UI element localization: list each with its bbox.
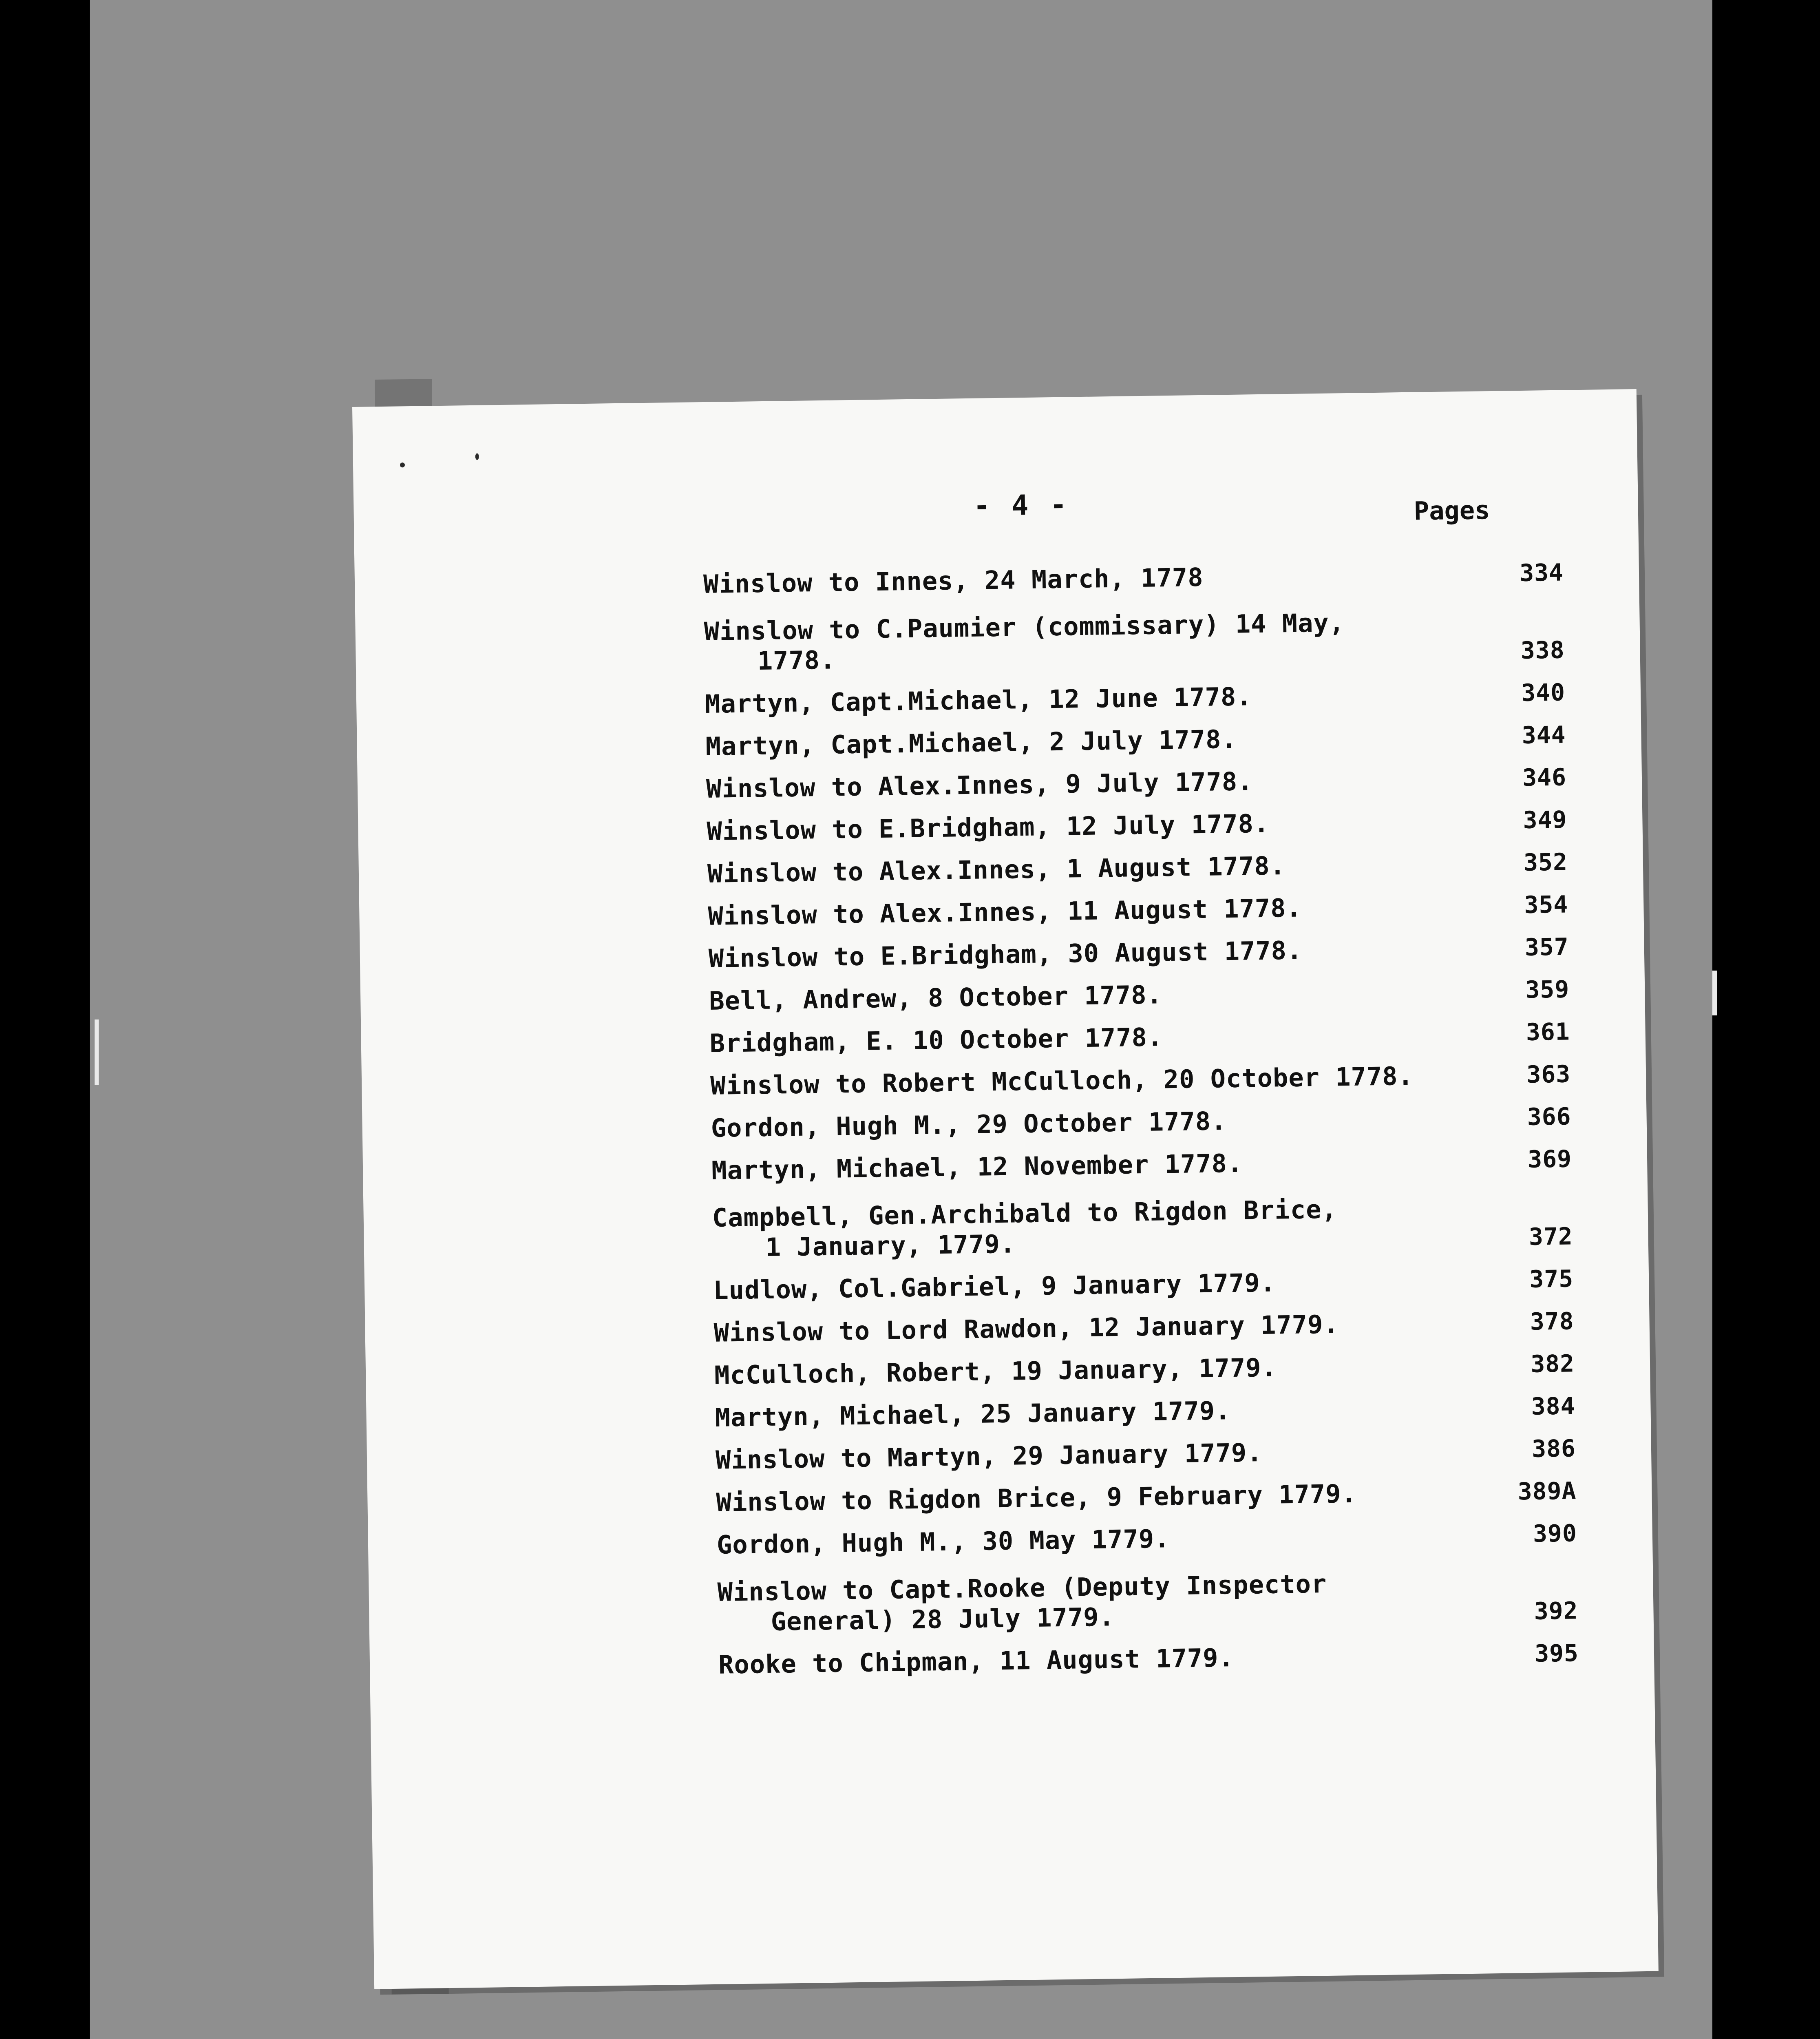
index-entry [716, 1432, 1633, 1475]
entry-title-continuation: 1 January, 1779. [765, 1229, 1016, 1263]
entry-page-number: 375 [1529, 1265, 1574, 1293]
entry-page-number: 395 [1534, 1639, 1579, 1667]
entry-page-number: 346 [1522, 763, 1567, 792]
entry-page-number: 389A [1517, 1477, 1577, 1506]
entry-title: Bridgham, E. 10 October 1778. [709, 1022, 1163, 1058]
entry-page-number: 382 [1530, 1349, 1575, 1378]
index-entry [713, 1263, 1631, 1305]
entry-title: Winslow to E.Bridgham, 30 August 1778. [708, 935, 1303, 973]
index-entry [714, 1347, 1632, 1390]
entry-page-number: 354 [1524, 890, 1568, 919]
index-entry [710, 1058, 1628, 1101]
entry-page-number: 390 [1533, 1519, 1577, 1548]
entry-title: Martyn, Capt.Michael, 2 July 1778. [705, 724, 1237, 761]
index-entry [711, 1143, 1629, 1185]
entry-title-continuation: 1778. [757, 645, 836, 676]
entry-title: Ludlow, Col.Gabriel, 9 January 1779. [713, 1267, 1276, 1305]
entry-page-number: 378 [1530, 1307, 1575, 1336]
index-entry [706, 761, 1624, 804]
index-entry [705, 677, 1623, 719]
entry-page-number: 384 [1531, 1392, 1575, 1420]
entry-title: Campbell, Gen.Archibald to Rigdon Brice, [712, 1194, 1338, 1233]
page-number: - 4 - [973, 489, 1069, 522]
index-entry [705, 719, 1623, 762]
entry-page-number: 372 [1528, 1222, 1573, 1251]
entry-page-number: 357 [1524, 933, 1569, 961]
index-entry [708, 889, 1626, 931]
index-entry [713, 1305, 1631, 1348]
index-entry [709, 1015, 1627, 1058]
entry-page-number: 386 [1531, 1434, 1576, 1463]
entry-title: Martyn, Michael, 25 January 1779. [715, 1395, 1231, 1433]
entry-title: Rooke to Chipman, 11 August 1779. [718, 1643, 1235, 1680]
entry-title: Gordon, Hugh M., 30 May 1779. [716, 1524, 1170, 1560]
index-entry [716, 1475, 1634, 1517]
film-mark-left [95, 1020, 99, 1085]
entry-title: Martyn, Michael, 12 November 1778. [711, 1148, 1243, 1185]
entry-page-number: 352 [1523, 848, 1568, 876]
entry-title: Winslow to C.Paumier (commissary) 14 May, [704, 608, 1345, 647]
entry-page-number: 369 [1527, 1145, 1572, 1173]
entry-title: Winslow to E.Bridgham, 12 July 1778. [707, 808, 1270, 846]
index-entry [718, 1637, 1636, 1680]
entry-page-number: 338 [1520, 636, 1565, 665]
entry-page-number: 359 [1525, 975, 1570, 1004]
index-entry [717, 1564, 1635, 1637]
document-sheet [352, 389, 1659, 1989]
index-entry [709, 973, 1627, 1016]
index-entry [717, 1517, 1634, 1560]
index-entry [715, 1390, 1632, 1433]
entry-title: Winslow to Capt.Rooke (Deputy Inspector [717, 1568, 1327, 1607]
entry-page-number: 366 [1527, 1102, 1572, 1131]
entry-page-number: 349 [1523, 805, 1567, 834]
entry-title: Winslow to Innes, 24 March, 1778 [703, 562, 1204, 599]
dust-speck [475, 453, 479, 460]
entry-title: Winslow to Robert McCulloch, 20 October 1778. [710, 1061, 1414, 1101]
entry-title: Winslow to Alex.Innes, 1 August 1778. [707, 851, 1286, 889]
index-entry [712, 1190, 1630, 1263]
entry-title: Winslow to Rigdon Brice, 9 February 1779. [716, 1478, 1357, 1517]
entry-title-continuation: General) 28 July 1779. [771, 1602, 1115, 1637]
entry-title: Gordon, Hugh M., 29 October 1778. [711, 1106, 1227, 1143]
index-entry [707, 804, 1624, 847]
entry-page-number: 344 [1522, 721, 1566, 750]
entry-title: McCulloch, Robert, 19 January, 1779. [714, 1352, 1277, 1390]
entry-page-number: 340 [1521, 678, 1566, 707]
entry-title: Winslow to Martyn, 29 January 1779. [715, 1437, 1263, 1475]
index-entry [704, 604, 1622, 677]
entry-page-number: 392 [1534, 1597, 1578, 1625]
entry-page-number: 334 [1519, 558, 1564, 587]
film-mark-right [1712, 971, 1717, 1015]
dust-speck [400, 462, 405, 467]
entry-title: Winslow to Lord Rawdon, 12 January 1779. [713, 1309, 1339, 1348]
index-entry [703, 557, 1621, 599]
entry-title: Winslow to Alex.Innes, 9 July 1778. [706, 766, 1253, 804]
entry-title: Winslow to Alex.Innes, 11 August 1778. [708, 893, 1302, 931]
index-entry [707, 846, 1625, 889]
entry-title: Martyn, Capt.Michael, 12 June 1778. [705, 681, 1252, 719]
entry-title: Bell, Andrew, 8 October 1778. [709, 980, 1163, 1016]
pages-column-header: Pages [1414, 495, 1490, 526]
index-entries-list [703, 544, 1636, 1680]
entry-page-number: 361 [1526, 1017, 1570, 1046]
entry-page-number: 363 [1526, 1060, 1571, 1088]
index-entry [711, 1100, 1628, 1143]
index-entry [708, 931, 1626, 974]
